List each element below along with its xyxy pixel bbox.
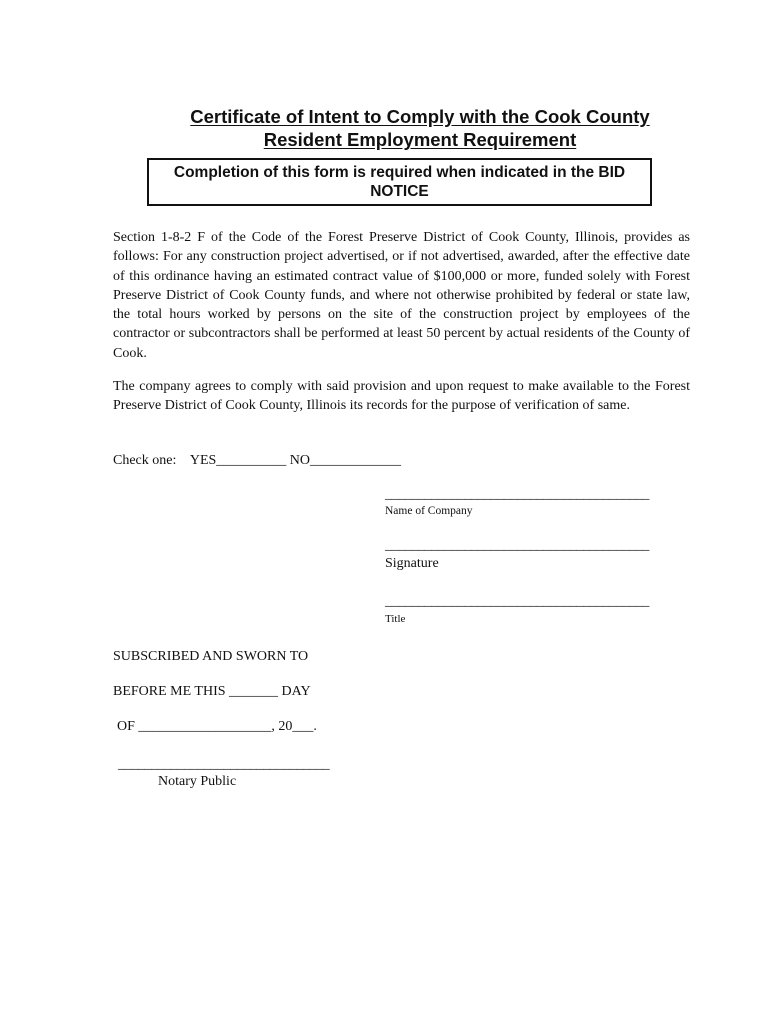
title-line-2: Resident Employment Requirement: [263, 129, 577, 150]
notary-signature-line[interactable]: ________________________________: [118, 757, 330, 772]
title-label: Title: [385, 613, 406, 625]
signature-line[interactable]: ________________________________________: [385, 538, 650, 553]
completion-notice-box: [147, 158, 652, 206]
before-me-day-line[interactable]: BEFORE ME THIS _______ DAY: [113, 684, 311, 699]
company-name-line[interactable]: ________________________________________: [385, 487, 650, 502]
title-line[interactable]: ________________________________________: [385, 594, 650, 609]
agreement-paragraph: The company agrees to comply with said provision and upon request to make available to the Forest Preserve District of Cook County, Illinois its records for the purpose of verification of same.: [113, 379, 690, 414]
title-line-1: Certificate of Intent to Comply with the Cook County: [190, 106, 650, 127]
company-name-label: Name of Company: [385, 505, 473, 517]
signature-label: Signature: [385, 556, 439, 571]
section-paragraph: Section 1-8-2 F of the Code of the Forest Preserve District of Cook County, Illinois, provides as follows: For any construction project advertised, or if not advertised, awarded, after the effective date of this ordinance having an estimated contract value of $100,000 or more, funded solely with Forest Preserve District of Cook County funds, and where not otherwise prohibited by federal or state law, the total hours worked by persons on the site of the construction project by employees of the contractor or subcontractors shall be performed at least 50 percent by actual residents of the County of Cook.: [113, 230, 690, 361]
subscribed-sworn-text: SUBSCRIBED AND SWORN TO: [113, 649, 309, 664]
completion-notice-text: Completion of this form is required when indicated in the BID NOTICE: [173, 164, 626, 200]
notary-public-label: Notary Public: [158, 774, 237, 789]
document-title: [150, 105, 690, 151]
of-date-line[interactable]: OF ___________________, 20___.: [117, 719, 317, 734]
check-one-line[interactable]: Check one: YES__________ NO_____________: [113, 453, 402, 468]
